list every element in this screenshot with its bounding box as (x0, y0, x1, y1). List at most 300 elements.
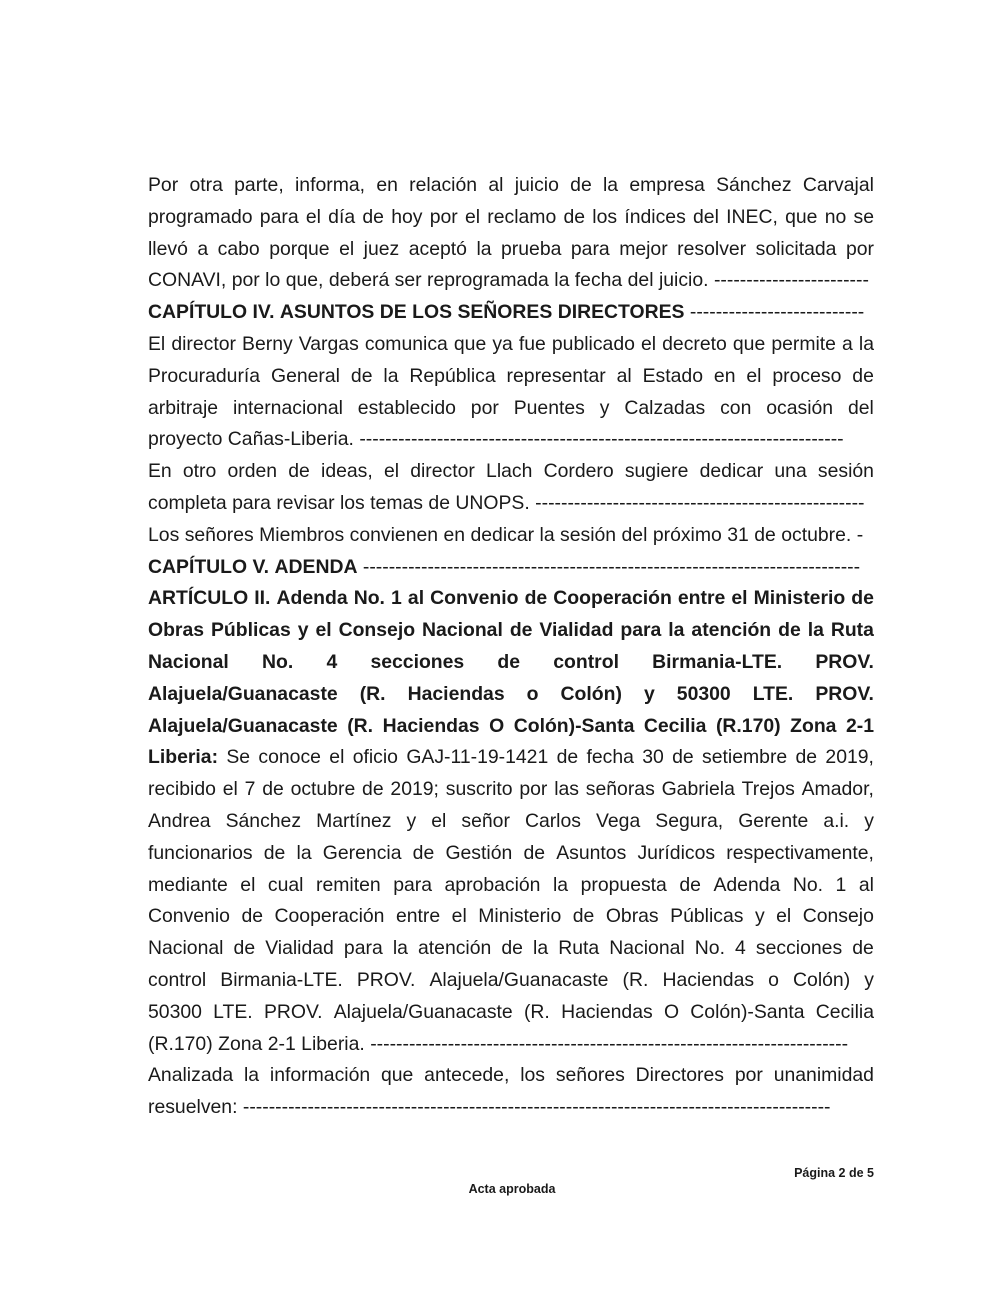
word: ideas, (321, 460, 373, 483)
word: GAJ-11-19-1421 (406, 746, 549, 769)
bold-word: II. (254, 587, 271, 610)
word: de (852, 364, 874, 387)
bold-word: (R. (347, 714, 374, 737)
word: de (362, 205, 384, 228)
word: de (288, 460, 310, 483)
bold-word: CAPÍTULO (148, 555, 248, 578)
bold-word: ADENDA (274, 555, 358, 578)
word: de (523, 841, 546, 864)
word: para (259, 205, 299, 228)
word: conoce (258, 746, 321, 769)
bold-word: ARTÍCULO (148, 587, 249, 610)
word: reprogramada (427, 269, 549, 292)
word: lo (265, 269, 281, 292)
word: Cecilia (815, 1000, 874, 1023)
word: juez (363, 237, 400, 260)
word: a (842, 332, 853, 355)
word: o (768, 968, 779, 991)
bold-word: DIRECTORES (557, 301, 685, 324)
word: Ruta (558, 937, 600, 960)
word: completa (148, 491, 227, 514)
word: Alajuela/Guanacaste (429, 968, 609, 991)
word: convienen (349, 523, 439, 546)
word: PROV. (356, 968, 416, 991)
word: información (269, 1064, 371, 1087)
word: el (746, 364, 762, 387)
word: octubre (290, 778, 356, 801)
word: por (519, 778, 548, 801)
word: solicitada (755, 237, 837, 260)
text-line (148, 583, 874, 615)
word: LTE. (213, 1000, 253, 1023)
word: Vargas (298, 332, 359, 355)
word: del (621, 523, 648, 546)
word: Los (148, 523, 180, 546)
word: una (774, 460, 807, 483)
word: Colón) (793, 968, 851, 991)
word: Convenio (148, 905, 230, 928)
word: Sánchez (225, 809, 302, 832)
bold-word: CAPÍTULO (148, 301, 248, 324)
text-line (148, 170, 874, 202)
word: arbitraje (148, 396, 219, 419)
bold-word: Consejo (338, 619, 416, 642)
word: para (232, 491, 271, 514)
text-line (148, 202, 874, 234)
word: Vega (596, 809, 641, 832)
text-line (148, 679, 874, 711)
bold-word: LOS (412, 301, 453, 324)
word: Jurídicos (637, 841, 716, 864)
word: las (554, 778, 579, 801)
word: fecha (574, 269, 623, 292)
word: PROV. (263, 1000, 323, 1023)
word: y (864, 968, 874, 991)
word: Andrea (148, 809, 211, 832)
word: Cañas-Liberia. (227, 428, 354, 451)
word: se (853, 205, 874, 228)
word: de (572, 905, 595, 928)
word: ya (492, 332, 513, 355)
word: y (599, 396, 610, 419)
word: recibido (148, 778, 216, 801)
word: cabo (217, 237, 260, 260)
word: CONAVI, (148, 269, 227, 292)
bold-word: Alajuela/Guanacaste (148, 714, 338, 737)
word: Nacional (148, 937, 224, 960)
word: la (858, 332, 874, 355)
word: Se (226, 746, 251, 769)
page-number: Página 2 de 5 (794, 1166, 874, 1180)
word: hoy (391, 205, 423, 228)
word: Colón)-Santa (690, 1000, 805, 1023)
word: setiembre (702, 746, 788, 769)
word: octubre. (781, 523, 852, 546)
word: Haciendas (561, 1000, 653, 1023)
word: al (858, 873, 874, 896)
bold-word: Ministerio (753, 587, 846, 610)
bold-word: de (497, 650, 521, 673)
text-line (148, 234, 874, 266)
word: Consejo (802, 905, 874, 928)
bold-word: Cecilia (643, 714, 707, 737)
word: control (148, 968, 207, 991)
word: (R. (622, 968, 649, 991)
word: de (570, 174, 592, 196)
word: aprobación (444, 873, 541, 896)
word: el (222, 778, 238, 801)
word: 50300 (148, 1000, 202, 1023)
word: respectivamente, (726, 841, 874, 864)
word: del (693, 205, 719, 228)
bold-word: el (731, 587, 748, 610)
word: Ministerio (478, 905, 562, 928)
word: Haciendas (662, 968, 755, 991)
word: Vialidad (265, 937, 334, 960)
word: Berny (242, 332, 293, 355)
word: temas (370, 491, 423, 514)
word: para (343, 937, 383, 960)
word: 2019; (390, 778, 439, 801)
word: Gabriela (661, 778, 735, 801)
word: la (603, 174, 619, 196)
word: juicio (514, 174, 559, 196)
word: INEC, (726, 205, 778, 228)
word: la (539, 523, 555, 546)
text-line (148, 933, 874, 965)
bold-word: IV. (252, 301, 275, 324)
word: por (231, 269, 260, 292)
word: la (476, 237, 492, 260)
word: Segura, (655, 809, 724, 832)
word: de (262, 778, 284, 801)
bold-word: secciones (370, 650, 465, 673)
word: para (393, 873, 432, 896)
word: Carvajal (802, 174, 874, 196)
word: sesión (817, 460, 874, 483)
word: cual (267, 873, 304, 896)
word: programado (148, 205, 253, 228)
word: en (713, 364, 736, 387)
word: y (754, 905, 765, 928)
word: la (533, 937, 549, 960)
word: el (339, 237, 355, 260)
word: Miembros (259, 523, 345, 546)
document-body (148, 170, 874, 1124)
word: de (263, 841, 286, 864)
word: de (501, 937, 523, 960)
word: de (679, 873, 701, 896)
word: --------------------------------------------------------------------------- (359, 428, 844, 451)
word: a (197, 237, 209, 260)
word: de (350, 364, 373, 387)
bold-word: Ruta (830, 619, 874, 642)
word: --------------------------- (689, 301, 865, 324)
word: la (383, 364, 399, 387)
word: por (734, 1064, 763, 1087)
word: atención (417, 937, 492, 960)
word: Cordero (543, 460, 614, 483)
word: de (412, 841, 435, 864)
bold-word: Colón) (560, 682, 622, 705)
word: la (392, 937, 408, 960)
word: de (563, 205, 586, 228)
text-line (148, 711, 874, 743)
word: dedicar (699, 460, 764, 483)
word: empresa (629, 174, 705, 196)
word: de (754, 523, 776, 546)
word: director (410, 460, 475, 483)
word: señores (184, 523, 254, 546)
bold-word: Públicas (211, 619, 291, 642)
bold-word: V. (252, 555, 270, 578)
word: Birmania-LTE. (220, 968, 343, 991)
word: Liberia. (301, 1032, 365, 1055)
word: Públicas (670, 905, 744, 928)
word: de (233, 937, 256, 960)
text-line (148, 552, 874, 584)
word: la (244, 1064, 260, 1087)
word: de (241, 905, 264, 928)
word: Asuntos (556, 841, 627, 864)
word: no (824, 205, 847, 228)
word: Por (148, 174, 179, 196)
text-line (148, 488, 874, 520)
word: 31 (727, 523, 749, 546)
text-line (148, 742, 874, 774)
word: ----------------------------------------------------------------------------- (362, 555, 861, 578)
text-line (148, 1092, 874, 1124)
word: UNOPS. (455, 491, 530, 514)
bold-word: entre (677, 587, 726, 610)
word: Amador, (801, 778, 874, 801)
word: director (171, 332, 236, 355)
word: Estado (642, 364, 703, 387)
bold-word: Birmania-LTE. (652, 650, 783, 673)
word: ------------------------------------------------------------------------------------------- (242, 1096, 831, 1119)
word: el (305, 205, 321, 228)
word: fue (518, 332, 546, 355)
word: resolver (677, 237, 747, 260)
word: Gerente (738, 809, 809, 832)
word: República (409, 364, 496, 387)
word: mediante (148, 873, 228, 896)
word: del (847, 396, 874, 419)
word: el (451, 905, 467, 928)
word: Procuraduría (148, 364, 261, 387)
bold-word: (R.170) (715, 714, 781, 737)
bold-word: ASUNTOS (279, 301, 375, 324)
bold-word: de (509, 619, 533, 642)
word: en (376, 174, 398, 196)
word: al (488, 174, 504, 196)
bold-word: SEÑORES (457, 301, 553, 324)
bold-word: Nacional (148, 650, 229, 673)
word: decreto (662, 332, 727, 355)
word: juicio. (658, 269, 709, 292)
word: publicado (551, 332, 635, 355)
bold-word: de (524, 587, 548, 610)
text-line (148, 774, 874, 806)
bold-word: Adenda (276, 587, 348, 610)
word: Nacional (609, 937, 685, 960)
bold-word: Convenio (430, 587, 519, 610)
word: que (380, 1064, 414, 1087)
word: el (329, 746, 345, 769)
word: Trejos (741, 778, 795, 801)
bold-word: Obras (148, 619, 205, 642)
word: por (470, 396, 499, 419)
bold-word: 4 (326, 650, 338, 673)
bold-word: y (643, 682, 655, 705)
word: por (429, 205, 458, 228)
word: que, (285, 269, 324, 292)
word: En (148, 460, 172, 483)
word: el (464, 205, 481, 228)
word: próximo (652, 523, 722, 546)
word: secciones (755, 937, 843, 960)
word: Zona (218, 1032, 263, 1055)
word: aceptó (408, 237, 467, 260)
text-line (148, 520, 874, 552)
text-line (148, 329, 874, 361)
text-line (148, 965, 874, 997)
word: Alajuela/Guanacaste (333, 1000, 513, 1023)
word: informa, (295, 174, 366, 196)
word: otra (189, 174, 223, 196)
word: Gestión (445, 841, 513, 864)
word: señor (461, 809, 510, 832)
word: 4 (735, 937, 746, 960)
text-line (148, 1060, 874, 1092)
word: internacional (232, 396, 343, 419)
text-line (148, 361, 874, 393)
word: la (296, 841, 312, 864)
bold-word: Cooperación (553, 587, 672, 610)
bold-word: 2-1 (845, 714, 874, 737)
word: oficio (352, 746, 398, 769)
word: dedicar (470, 523, 535, 546)
word: de (362, 778, 384, 801)
bold-word: de (778, 619, 801, 642)
bold-word: el (315, 619, 332, 642)
word: el (240, 873, 256, 896)
word: y (406, 809, 417, 832)
word: en (443, 523, 466, 546)
bold-word: PROV. (815, 650, 874, 673)
bold-word: O (489, 714, 505, 737)
word: comunica (364, 332, 448, 355)
word: el (640, 332, 657, 355)
word: General (271, 364, 340, 387)
text-line (148, 424, 874, 456)
bold-word: Nacional (422, 619, 503, 642)
word: -------------------------------------------------------------------------- (370, 1032, 849, 1055)
bold-word: No. (353, 587, 385, 610)
word: porque (269, 237, 330, 260)
bold-word: Liberia: (148, 746, 219, 769)
word: (R. (523, 1000, 550, 1023)
word: remiten (316, 873, 381, 896)
word: ocasión (766, 396, 834, 419)
word: representar (506, 364, 606, 387)
bold-word: para (620, 619, 662, 642)
text-line (148, 870, 874, 902)
word: ser (394, 269, 422, 292)
word: de (852, 937, 874, 960)
word: día (328, 205, 356, 228)
word: deberá (328, 269, 390, 292)
text-line (148, 901, 874, 933)
word: de (672, 746, 694, 769)
word: al (616, 364, 632, 387)
bold-word: de (851, 587, 874, 610)
word: Adenda (713, 873, 781, 896)
word: 7 (244, 778, 256, 801)
bold-word: Alajuela/Guanacaste (148, 682, 338, 705)
word: 30 (642, 746, 664, 769)
word: señores (555, 1064, 625, 1087)
word: El (148, 332, 166, 355)
word: No. (792, 873, 824, 896)
word: ------------------------ (713, 269, 869, 292)
word: No. (694, 937, 725, 960)
bold-word: (R. (359, 682, 386, 705)
bold-word: al (407, 587, 425, 610)
word: índices (624, 205, 686, 228)
bold-word: No. (262, 650, 294, 673)
word: Martínez (316, 809, 392, 832)
text-line (148, 297, 874, 329)
word: revisar (276, 491, 335, 514)
word: Gerencia (322, 841, 402, 864)
word: de (428, 491, 450, 514)
word: sugiere (624, 460, 689, 483)
word: establecido (357, 396, 456, 419)
text-line (148, 647, 874, 679)
word: Sánchez (716, 174, 792, 196)
word: la (554, 269, 570, 292)
bold-word: la (668, 619, 685, 642)
bold-word: y (297, 619, 309, 642)
word: los (339, 491, 365, 514)
word: por (845, 237, 874, 260)
bold-word: 1 (391, 587, 402, 610)
word: a.i. (823, 809, 850, 832)
word: propuesta (580, 873, 667, 896)
text-line (148, 806, 874, 838)
bold-word: control (553, 650, 619, 673)
word: que (453, 332, 487, 355)
text-line (148, 997, 874, 1029)
word: - (856, 523, 864, 546)
word: 2-1 (267, 1032, 296, 1055)
word: llevó (148, 237, 188, 260)
word: antecede, (424, 1064, 510, 1087)
word: Calzadas (624, 396, 706, 419)
bold-word: atención (691, 619, 772, 642)
text-line (148, 456, 874, 488)
text-line (148, 615, 874, 647)
word: Puentes (513, 396, 585, 419)
word: entre (395, 905, 441, 928)
footer-status: Acta aprobada (468, 1182, 556, 1196)
word: para (570, 237, 610, 260)
text-line (148, 393, 874, 425)
word: resuelven: (148, 1096, 238, 1119)
word: de (556, 746, 579, 769)
text-line (148, 265, 874, 297)
